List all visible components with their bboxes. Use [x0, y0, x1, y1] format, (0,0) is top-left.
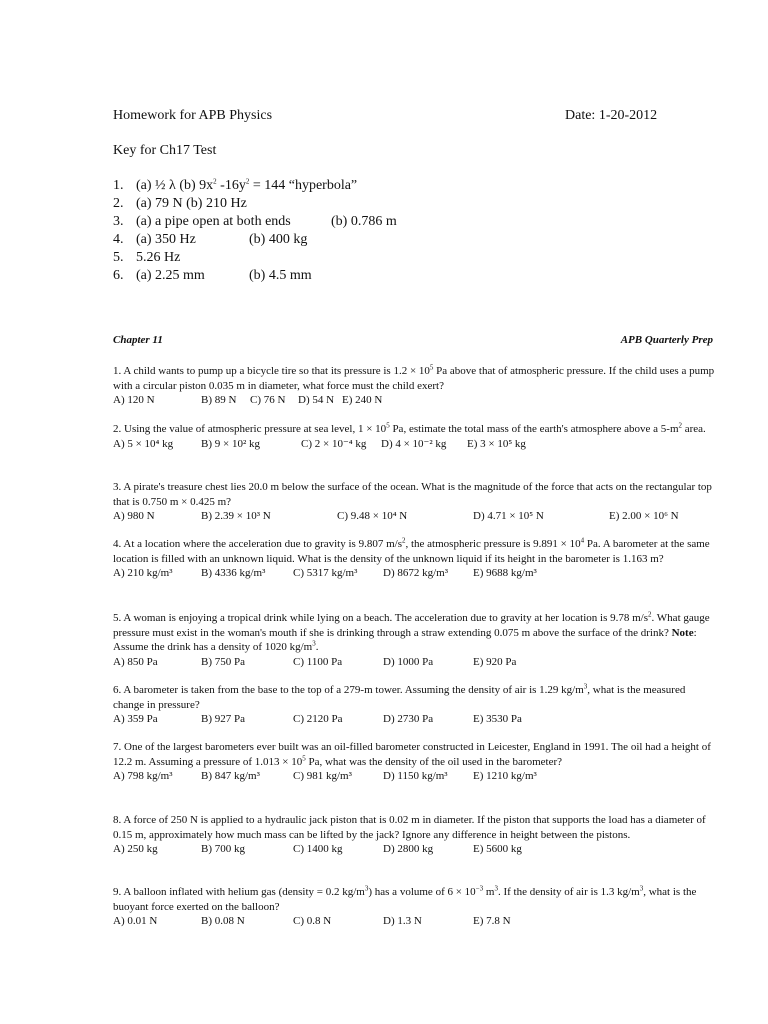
question-text: 4. At a location where the acceleration due to gravity is 9.807 $m/s^2$, the atmospheric pressure is $9.891 \times 10^4$ Pa. A barometer at the same location is filled with an unknown liquid. What is the density of the unknown liquid if its height in the barometer is 1.163 m? [113, 536, 710, 565]
answer-options [113, 566, 715, 581]
question-text: 3. A pirate's treasure chest lies 20.0 m below the surface of the ocean. What is the magnitude of the force that acts on the rectangular top that is 0.750 m × 0.425 m? [113, 481, 712, 508]
question-7 [113, 740, 715, 784]
option-a: A) 5 × 10⁴ kg [113, 437, 174, 450]
option-d: D) 4 × 10⁻² kg [381, 437, 447, 450]
answer-key-item [113, 177, 633, 195]
option-b: B) 750 Pa [201, 655, 245, 668]
option-d: D) 1000 Pa [383, 655, 434, 668]
option-e: E) 3530 Pa [473, 713, 522, 725]
question-text: 1. A child wants to pump up a bicycle tire so that its pressure is $1.2 \times 10^5$ Pa above that of atmospheric pressure. If the child uses a pump with a circular piston 0.035 m in diameter, what force must the child exert? [113, 363, 715, 392]
answer-part: = 144 “hyperbola” [249, 178, 358, 193]
question-text: 8. A force of 250 N is applied to a hydraulic jack piston that is 0.02 m in diameter. If the piston that supports the load has a diameter of 0.15 m, approximately how much mass can be lifted by the jack? Ignore any difference in height between the pistons. [113, 814, 706, 841]
option-b: B) 0.08 N [201, 915, 245, 927]
question-text: 9. A balloon inflated with helium gas (density = 0.2 $kg/m^3$) has a volume of $6 \times 10^{-3}$ $m^3$. If the density of air is 1.3 $kg/m^3$, what is the buoyant force exerted on the balloon? [113, 884, 697, 913]
option-d: D) 2730 Pa [383, 713, 434, 725]
answer-key-item [113, 231, 633, 249]
option-a: A) 210 kg/m³ [113, 567, 173, 579]
answer-number: 5. [113, 250, 124, 265]
option-c: C) 5317 kg/m³ [293, 567, 358, 579]
option-d: D) 4.71 × 10⁵ N [473, 510, 544, 522]
answer-key-title: Key for Ch17 Test [113, 143, 217, 158]
option-a: A) 0.01 N [113, 915, 158, 927]
answer-part: -16y [216, 178, 246, 193]
homework-title: Homework for APB Physics [113, 108, 273, 123]
superscript: 2 [213, 177, 217, 186]
option-b: B) 9 × 10² kg [201, 437, 261, 450]
option-e: E) 920 Pa [473, 655, 517, 668]
answer-text: 5.26 Hz [136, 250, 181, 265]
option-a: A) 120 N [113, 394, 155, 406]
option-c: C) 0.8 N [293, 915, 332, 927]
option-b: B) 700 kg [201, 843, 245, 855]
option-e: E) 1210 kg/m³ [473, 770, 537, 782]
question-6 [113, 683, 715, 727]
answer-number: 2. [113, 196, 124, 211]
option-a: A) 980 N [113, 510, 155, 522]
homework-date: Date: 1-20-2012 [565, 108, 658, 123]
option-c: C) 1400 kg [293, 843, 343, 855]
superscript: 2 [245, 177, 250, 186]
option-b: B) 4336 kg/m³ [201, 567, 266, 579]
option-d: D) 1.3 N [383, 915, 422, 927]
option-e: E) 7.8 N [473, 915, 511, 927]
answer-options [113, 393, 715, 408]
question-text: 5. A woman is enjoying a tropical drink while lying on a beach. The acceleration due to gravity at her location is 9.78 $m/s^2$. What gauge pressure must exist in the woman's mouth if she is drinking through a straw extending 0.075 m above the surface of the drink? Note: Assume the drink has a density of 1020 $kg/m^3$. [113, 610, 710, 653]
option-e: E) 240 N [342, 394, 383, 406]
answer-part: (a) ½ λ (b) 9x [136, 178, 214, 193]
option-c: C) 9.48 × 10⁴ N [337, 510, 408, 522]
option-b: B) 89 N [201, 394, 237, 406]
question-4 [113, 537, 715, 581]
question-3 [113, 480, 715, 524]
question-1 [113, 364, 715, 408]
option-b: B) 2.39 × 10³ N [201, 510, 271, 522]
answer-part-a: (a) 2.25 mm [136, 268, 205, 283]
answer-key-item [113, 267, 633, 285]
option-d: D) 8672 kg/m³ [383, 567, 449, 579]
chapter-heading: Chapter 11 [113, 334, 163, 346]
answer-text: (a) 79 N (b) 210 Hz [136, 196, 247, 211]
question-8 [113, 813, 715, 857]
answer-part-a: (a) a pipe open at both ends [136, 214, 291, 229]
option-a: A) 359 Pa [113, 713, 158, 725]
question-text: 6. A barometer is taken from the base to the top of a 279-m tower. Assuming the density of air is 1.29 $kg/m^3$, what is the measured change in pressure? [113, 682, 686, 711]
answer-options [113, 842, 715, 857]
question-text: 7. One of the largest barometers ever built was an oil-filled barometer constructed in Leicester, England in 1991. The oil had a height of 12.2 m. Assuming a pressure of $1.013 \times 10^5$ Pa, what was the density of the oil used in the barometer? [113, 741, 711, 768]
answer-key-item [113, 195, 633, 213]
option-a: A) 250 kg [113, 843, 158, 855]
option-d: D) 1150 kg/m³ [383, 770, 448, 782]
question-5 [113, 611, 715, 669]
answer-text [136, 177, 357, 195]
answer-options [113, 509, 715, 524]
section-heading: APB Quarterly Prep [620, 334, 713, 346]
option-e: E) 9688 kg/m³ [473, 567, 537, 579]
question-text: 2. Using the value of atmospheric pressure at sea level, $1 \times 10^5$ Pa, estimate the total mass of the earth's atmosphere above a $5-m^2$ area. [113, 421, 706, 435]
option-b: B) 927 Pa [201, 713, 245, 725]
question-2 [113, 422, 715, 451]
answer-options [113, 437, 715, 452]
answer-key-item [113, 249, 633, 267]
option-c: C) 2120 Pa [293, 713, 343, 725]
option-d: D) 54 N [298, 394, 335, 406]
answer-part-b: (b) 0.786 m [331, 214, 397, 229]
answer-part-b: (b) 400 kg [249, 232, 308, 247]
option-a: A) 850 Pa [113, 655, 158, 668]
option-e: E) 3 × 10⁵ kg [467, 437, 526, 450]
option-e: E) 5600 kg [473, 843, 522, 855]
answer-options [113, 769, 715, 784]
option-b: B) 847 kg/m³ [201, 770, 260, 782]
answer-key-list [113, 177, 633, 285]
answer-options [113, 914, 715, 929]
answer-number: 6. [113, 268, 124, 283]
answer-part-a: (a) 350 Hz [136, 232, 196, 247]
answer-part-b: (b) 4.5 mm [249, 268, 312, 283]
answer-options [113, 655, 715, 670]
option-c: C) 1100 Pa [293, 655, 343, 668]
answer-options [113, 712, 715, 727]
question-9 [113, 885, 715, 929]
option-a: A) 798 kg/m³ [113, 770, 173, 782]
answer-number: 4. [113, 232, 124, 247]
option-c: C) 76 N [250, 394, 286, 406]
option-d: D) 2800 kg [383, 843, 434, 855]
answer-number: 1. [113, 178, 124, 193]
answer-key-item [113, 213, 633, 231]
option-e: E) 2.00 × 10⁶ N [609, 510, 679, 522]
option-c: C) 981 kg/m³ [293, 770, 352, 782]
option-c: C) 2 × 10⁻⁴ kg [301, 437, 367, 450]
answer-number: 3. [113, 214, 124, 229]
